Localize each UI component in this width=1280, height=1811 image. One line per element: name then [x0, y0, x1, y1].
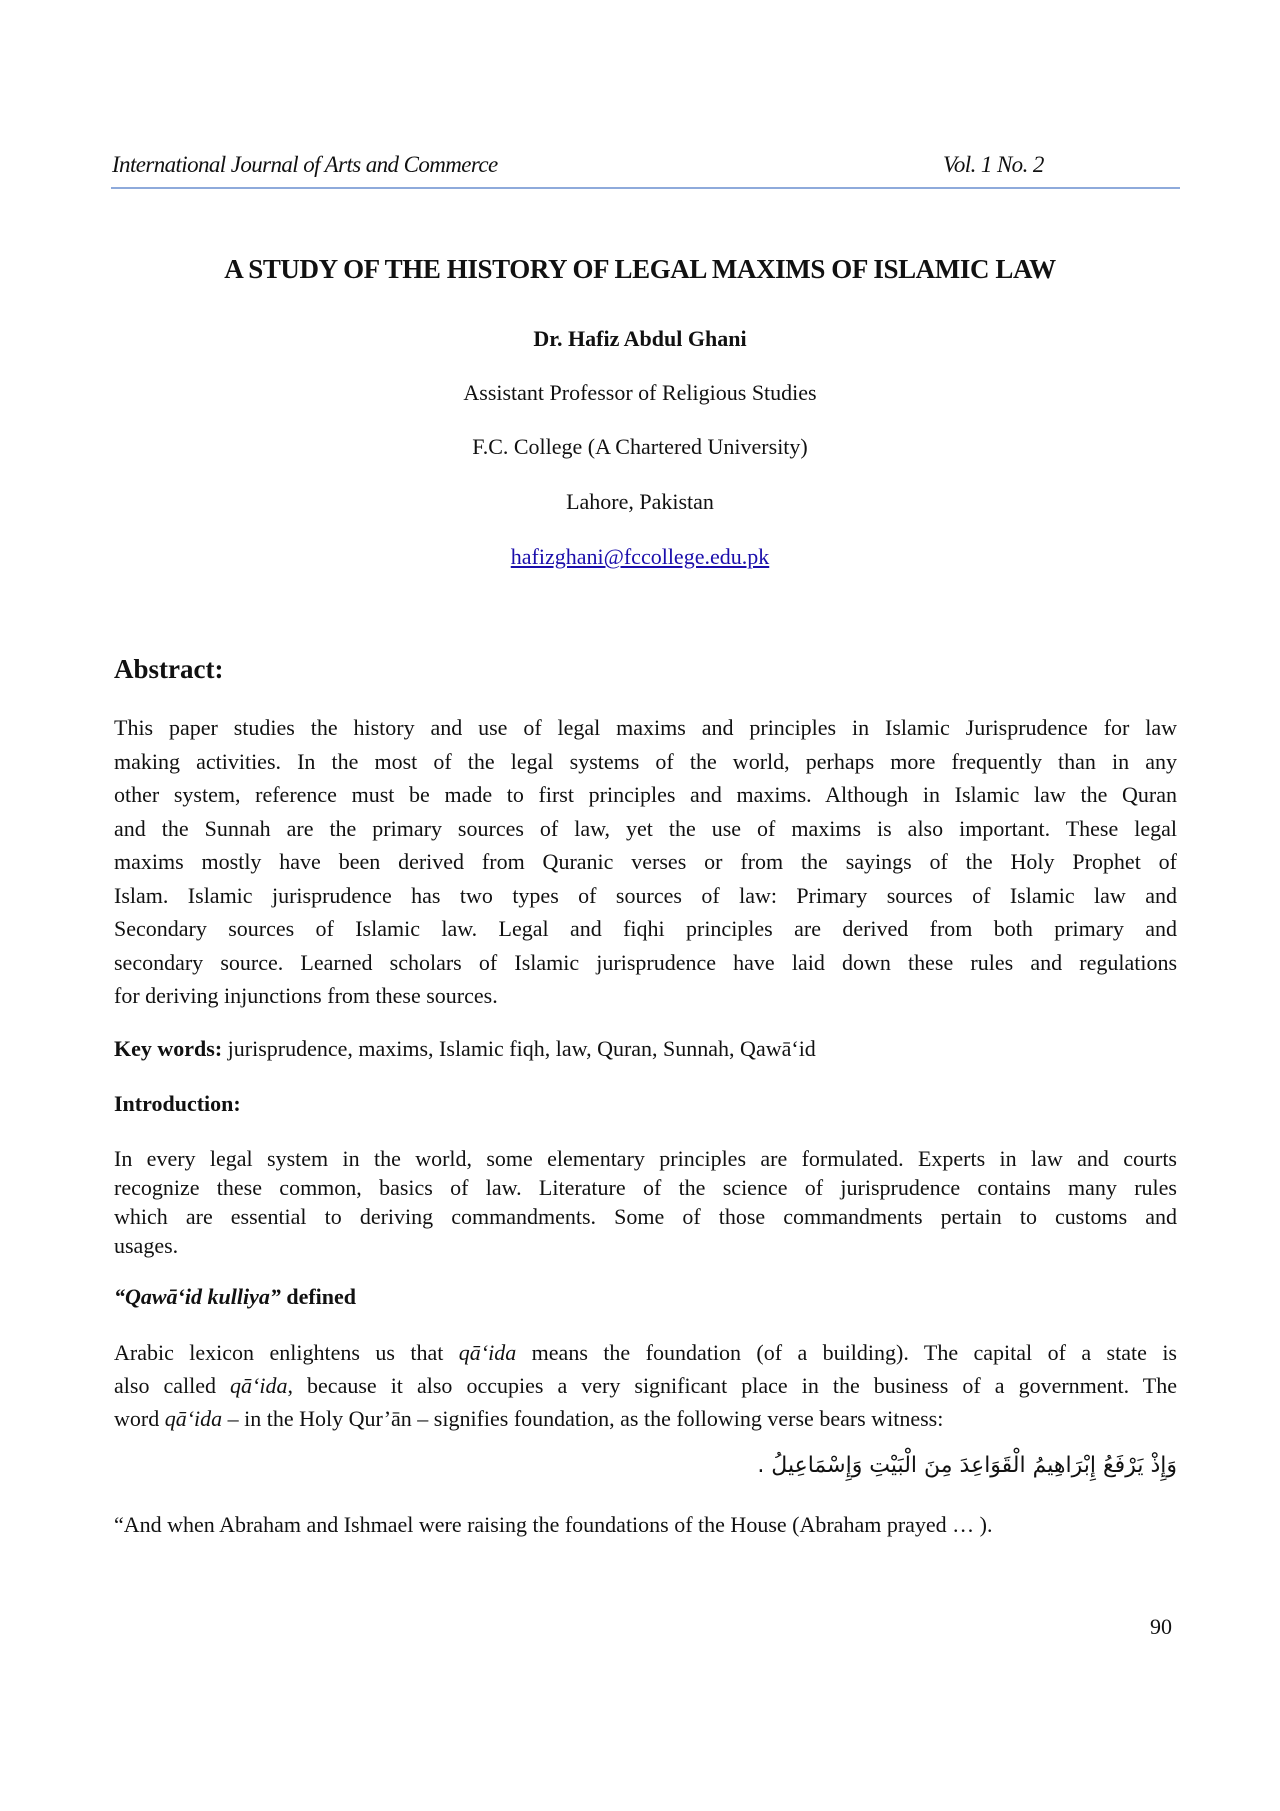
text-line: secondary source. Learned scholars of Islamic jurisprudence have laid down these rules and regulations	[114, 949, 1177, 975]
text-line: In every legal system in the world, some elementary principles are formulated. Experts in law and courts	[114, 1146, 1177, 1171]
text-line: and the Sunnah are the primary sources of law, yet the use of maxims is also important. These legal	[114, 815, 1177, 841]
qawaid-heading	[114, 1284, 356, 1310]
keywords-text: jurisprudence, maxims, Islamic fiqh, law, Quran, Sunnah, Qawā‘id	[222, 1036, 816, 1061]
keywords-label: Key words:	[114, 1036, 223, 1061]
verse-translation: “And when Abraham and Ishmael were raising the foundations of the House (Abraham prayed … ).	[114, 1512, 993, 1537]
qaida-paragraph: Arabic lexicon enlightens us that qā‘ida means the foundation (of a building). The capital of a state is also called qā‘ida, because it also occupies a very significant place in the business of a government. The word qā‘ida – in the Holy Qur’ān – signifies foundation, as the following verse bears witness:	[114, 1340, 1177, 1431]
text-line: recognize these common, basics of law. Literature of the science of jurisprudence contains many rules	[114, 1175, 1177, 1200]
qawaid-heading-term: “Qawā‘id kulliya”	[114, 1284, 281, 1309]
introduction-paragraph	[114, 1144, 1177, 1260]
text-line: This paper studies the history and use of legal maxims and principles in Islamic Jurisprudence for law	[114, 715, 1177, 740]
qawaid-heading-rest: defined	[280, 1284, 357, 1309]
journal-name: International Journal of Arts and Commerce	[112, 152, 498, 177]
text-line: Secondary sources of Islamic law. Legal and fiqhi principles are derived from both primary and	[114, 916, 1177, 941]
author-email-link[interactable]: hafizghani@fccollege.edu.pk	[510, 544, 770, 569]
text-line: which are essential to deriving commandments. Some of those commandments pertain to customs and	[114, 1204, 1177, 1229]
author-location: Lahore, Pakistan	[566, 489, 714, 514]
volume-number: Vol. 1 No. 2	[943, 152, 1044, 177]
author-position: Assistant Professor of Religious Studies	[463, 380, 817, 405]
abstract-heading: Abstract:	[114, 654, 224, 684]
page-number: 90	[1150, 1614, 1172, 1639]
text-line: maxims mostly have been derived from Quranic verses or from the sayings of the Holy Prophet of	[114, 849, 1177, 874]
text-line: usages.	[114, 1233, 179, 1258]
text-line: other system, reference must be made to first principles and maxims. Although in Islamic law the Quran	[114, 782, 1177, 807]
text-line: for deriving injunctions from these sources.	[114, 983, 498, 1008]
abstract-paragraph	[114, 711, 1177, 1013]
author-name: Dr. Hafiz Abdul Ghani	[533, 326, 747, 351]
text-line: making activities. In the most of the legal systems of the world, perhaps more frequently than in any	[114, 748, 1177, 774]
text-line: Islam. Islamic jurisprudence has two types of sources of law: Primary sources of Islamic law and	[114, 882, 1177, 908]
header-rule	[111, 187, 1180, 189]
arabic-verse: وَإِذْ يَرْفَعُ إِبْرَاهِيمُ الْقَوَاعِدَ مِنَ الْبَيْتِ وَإِسْمَاعِيلُ .	[757, 1453, 1177, 1478]
introduction-heading: Introduction:	[114, 1091, 241, 1116]
keywords	[114, 1036, 1177, 1062]
author-institution: F.C. College (A Chartered University)	[472, 434, 808, 459]
paper-title: A STUDY OF THE HISTORY OF LEGAL MAXIMS OF ISLAMIC LAW	[224, 254, 1056, 284]
